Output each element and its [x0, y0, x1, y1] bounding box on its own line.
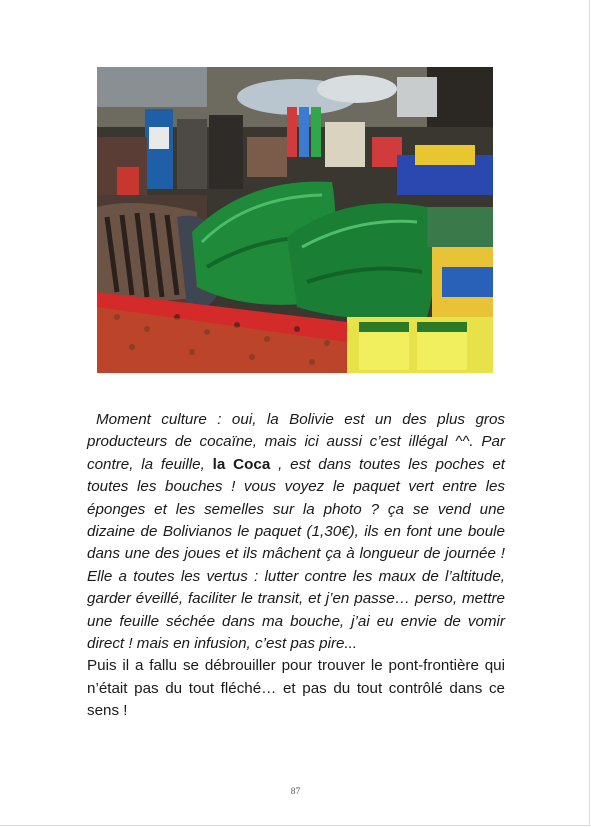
coca-highlight: la Coca — [212, 455, 271, 473]
market-stall-photo — [97, 67, 493, 373]
market-stall-illustration — [97, 67, 493, 373]
paragraph-coca-culture — [87, 409, 505, 655]
page-number: 87 — [290, 787, 301, 797]
paragraph-1-after-bold: , est dans toutes les poches et toutes les bouches ! vous voyez le paquet vert entre les éponges et les semelles sur la photo ? ça se vend une dizaine de Bolivianos le paquet (1,30€), ils en font une boule dans une des joues et ils mâchent ça à longueur de journée ! Elle a toutes les vertus : lutter contre les maux de l’altitude, garder éveillé, faciliter le transit, et j’en passe… perso, mettre une feuille séchée dans ma bouche, j’ai eu envie de vomir direct ! mais en infusion, c’est pas pire... — [87, 455, 505, 653]
paragraph-1-before-bold: Moment culture : oui, la Bolivie est un des plus gros producteurs de cocaïne, mais ici aussi c’est illégal ^^. Par contre, la feuille, — [87, 411, 505, 473]
article-text — [87, 409, 505, 723]
paragraph-border-bridge: Puis il a fallu se débrouiller pour trouver le pont-frontière qui n’était pas du tout fléché… et pas du tout contrôlé dans ce sens ! — [87, 657, 505, 720]
